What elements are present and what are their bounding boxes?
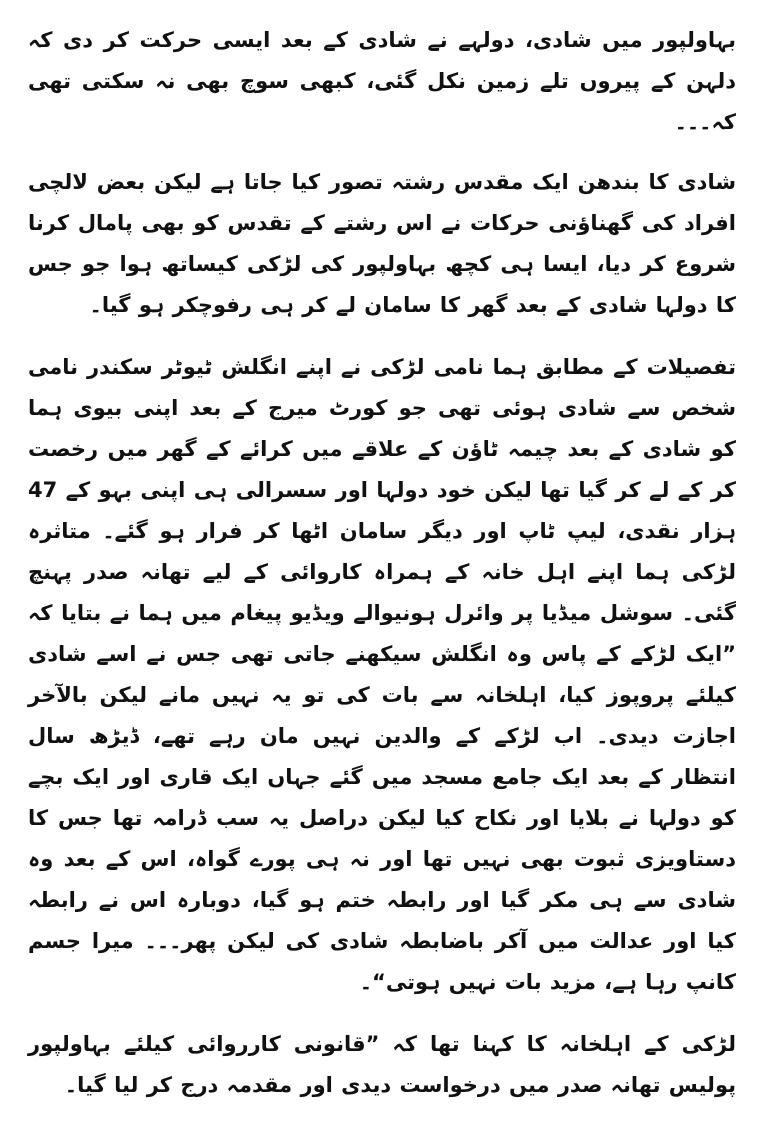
article-paragraph-1: شادی کا بندھن ایک مقدس رشتہ تصور کیا جاتا ہے لیکن بعض لالچی افراد کی گھناؤنی حرکات نے اس رشتے کے تقدس کو بھی پامال کرنا شروع کر دیا، ایسا ہی کچھ بہاولپور کی لڑکی کیساتھ ہوا جو جس کا دولہا شادی کے بعد گھر کا سامان لے کر ہی رفوچکر ہو گیا۔ xyxy=(28,170,736,317)
article-paragraph-3: لڑکی کے اہلخانہ کا کہنا تھا کہ ”قانونی کارروائی کیلئے بہاولپور پولیس تھانہ صدر میں درخواست دیدی اور مقدمہ درج کر لیا گیا۔ xyxy=(28,1032,736,1097)
article-paragraph-2: تفصیلات کے مطابق ہما نامی لڑکی نے اپنے انگلش ٹیوٹر سکندر نامی شخص سے شادی ہوئی تھی جو کورٹ میرج کے بعد اپنی بیوی ہما کو شادی کے بعد چیمہ ٹاؤن کے علاقے میں کرائے کے گھر میں رخصت کر کے لے کر گیا تھا لیکن خود دولہا اور سسرالی ہی اپنی بہو کے 47 ہزار نقدی، لیپ ٹاپ اور دیگر سامان اٹھا کر فرار ہو گئے۔ متاثرہ لڑکی ہما اپنے اہل خانہ کے ہمراہ کاروائی کے لیے تھانہ صدر پہنچ گئی۔ سوشل میڈیا پر وائرل ہونیوالے ویڈیو پیغام میں ہما نے بتایا کہ ”ایک لڑکے کے پاس وہ انگلش سیکھنے جاتی تھی جس نے اسے شادی کیلئے پروپوز کیا، اہلخانہ سے بات کی تو یہ نہیں مانے لیکن بالآخر اجازت دیدی۔ اب لڑکے کے والدین نہیں مان رہے تھے، ڈیڑھ سال انتظار کے بعد ایک جامع مسجد میں گئے جہاں ایک قاری اور ایک بچے کو دولہا نے بلایا اور نکاح کیا لیکن دراصل یہ سب ڈرامہ تھا جس کا دستاویزی ثبوت بھی نہیں تھا اور نہ ہی پورے گواہ، اس کے بعد وہ شادی سے ہی مکر گیا اور رابطہ ختم ہو گیا، دوبارہ اس نے رابطہ کیا اور عدالت میں آکر باضابطہ شادی کی لیکن پھر۔۔۔ میرا جسم کانپ رہا ہے، مزید بات نہیں ہوتی“۔ xyxy=(28,355,736,994)
article-headline: بہاولپور میں شادی، دولہے نے شادی کے بعد ایسی حرکت کر دی کہ دلہن کے پیروں تلے زمین نکل گئی، کبھی سوچ بھی نہ سکتی تھی کہ۔۔۔ xyxy=(28,28,736,134)
